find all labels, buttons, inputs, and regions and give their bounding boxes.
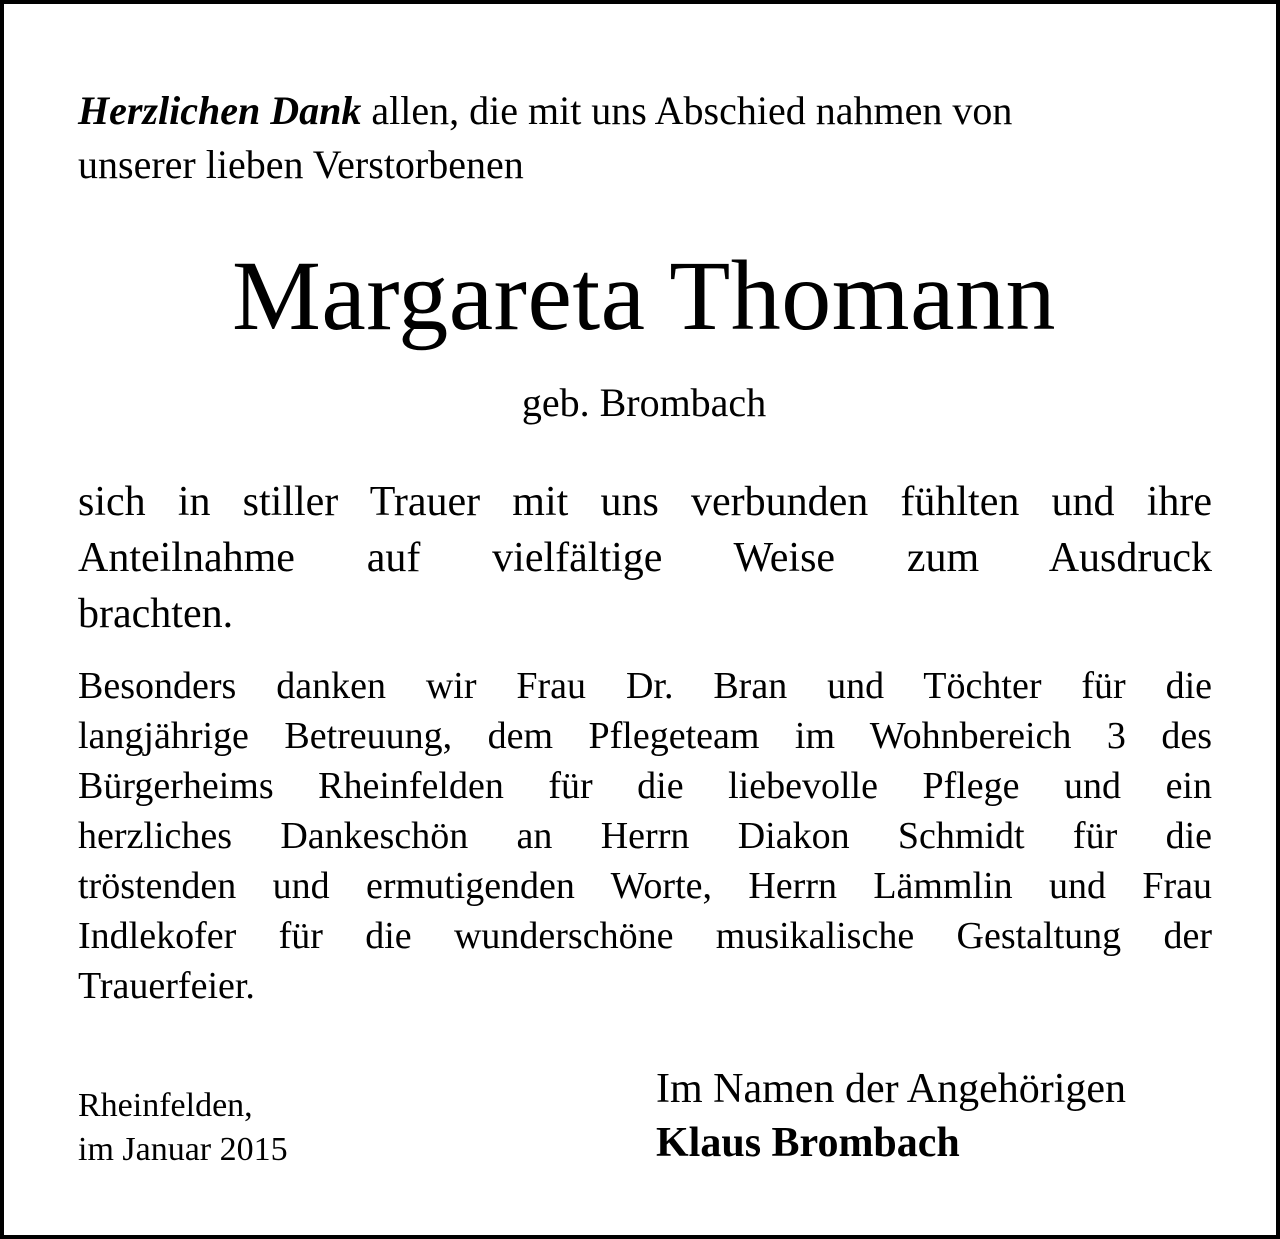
intro-line-1 <box>78 84 1212 138</box>
paragraph-line: langjährige Betreuung, dem Pflegeteam im Wohnbereich 3 des <box>78 715 1212 757</box>
gratitude-paragraph <box>78 474 1212 642</box>
intro-lead: Herzlichen Dank <box>78 88 362 133</box>
paragraph-line: herzliches Dankeschön an Herrn Diakon Schmidt für die <box>78 815 1212 857</box>
deceased-name: Margareta Thomann <box>232 240 1056 351</box>
signature-block <box>656 1062 1126 1170</box>
on-behalf-line: Im Namen der Angehörigen <box>656 1066 1127 1112</box>
special-thanks-paragraph <box>78 661 1212 1011</box>
paragraph-line: tröstenden und ermutigenden Worte, Herrn Lämmlin und Frau <box>78 865 1212 907</box>
paragraph-line: sich in stiller Trauer mit uns verbunden fühlten und ihre <box>78 479 1212 525</box>
maiden-name: geb. Brombach <box>521 380 767 425</box>
intro-line-1-rest: allen, die mit uns Abschied nahmen von <box>361 88 1013 133</box>
paragraph-line: Anteilnahme auf vielfältige Weise zum Ausdruck <box>78 535 1212 581</box>
paragraph-line: Indlekofer für die wunderschöne musikalische Gestaltung der <box>78 915 1212 957</box>
place-date: im Januar 2015 <box>78 1131 288 1168</box>
paragraph-line: Trauerfeier. <box>78 965 255 1007</box>
intro-line-2: unserer lieben Verstorbenen <box>78 142 524 187</box>
paragraph-line: Bürgerheims Rheinfelden für die liebevolle Pflege und ein <box>78 765 1212 807</box>
paragraph-line: brachten. <box>78 591 234 637</box>
paragraph-line: Besonders danken wir Frau Dr. Bran und Töchter für die <box>78 665 1212 707</box>
signer-name: Klaus Brombach <box>656 1120 960 1166</box>
place-and-date <box>78 1084 288 1172</box>
place-city: Rheinfelden, <box>78 1087 253 1124</box>
intro-text <box>78 84 1212 192</box>
